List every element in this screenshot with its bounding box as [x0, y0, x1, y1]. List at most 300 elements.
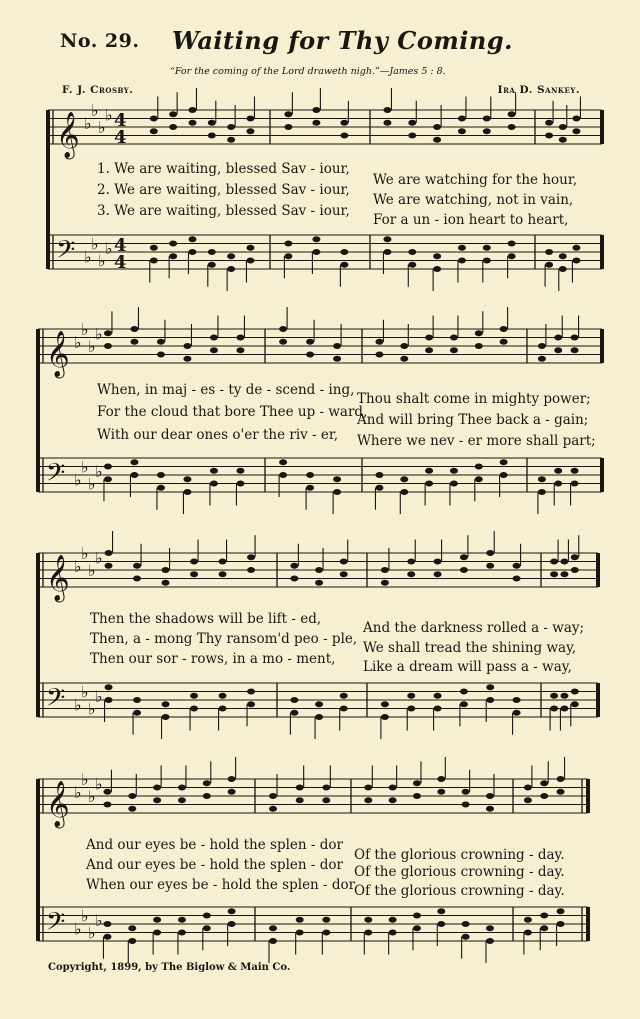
note-head [572, 245, 580, 251]
note-head [104, 476, 112, 482]
note-head [524, 797, 532, 803]
note-head [524, 930, 532, 936]
note-head [545, 262, 553, 268]
note-head [434, 559, 442, 565]
note-head [312, 120, 320, 126]
note-head [413, 925, 421, 931]
note-head [178, 917, 186, 923]
note-head [450, 347, 458, 353]
note-head [190, 571, 198, 577]
note-head [571, 689, 579, 695]
note-head [150, 116, 158, 122]
note-head [571, 468, 579, 474]
note-head [572, 258, 580, 264]
note-head [153, 797, 161, 803]
note-head [333, 356, 341, 362]
note-head [458, 128, 466, 134]
flat-sign-icon: ♭ [88, 474, 96, 494]
note-head [178, 930, 186, 936]
note-head [560, 571, 568, 577]
lyric-s4-v2-a: And our eyes be - hold the splen - dor [86, 857, 343, 873]
note-head [236, 335, 244, 341]
note-head [247, 701, 255, 707]
note-head [228, 789, 236, 795]
note-head [560, 693, 568, 699]
flat-sign-icon: ♭ [81, 544, 89, 563]
note-head [408, 249, 416, 255]
note-head [208, 120, 216, 126]
note-head [500, 459, 508, 465]
flat-sign-icon: ♭ [81, 770, 89, 789]
composer-credit: Ira D. Sankey. [497, 84, 580, 96]
note-head [247, 689, 255, 695]
note-head [157, 339, 165, 345]
note-head [460, 701, 468, 707]
note-head [559, 266, 567, 272]
note-head [486, 697, 494, 703]
note-head [460, 554, 468, 560]
note-head [450, 468, 458, 474]
note-head [315, 701, 323, 707]
note-head [538, 476, 546, 482]
note-head [169, 124, 177, 130]
note-head [105, 563, 113, 569]
note-head [315, 580, 323, 586]
treble-clef-icon: 𝄞 [46, 331, 70, 377]
note-head [560, 706, 568, 712]
note-head [208, 262, 216, 268]
flat-sign-icon: ♭ [98, 118, 106, 137]
bass-clef-icon: 𝄢 [46, 907, 66, 943]
note-head [383, 249, 391, 255]
note-head [227, 266, 235, 272]
note-head [190, 706, 198, 712]
note-head [425, 481, 433, 487]
note-head [557, 789, 565, 795]
note-head [290, 710, 298, 716]
note-head [513, 576, 521, 582]
note-head [554, 481, 562, 487]
note-head [340, 571, 348, 577]
note-head [364, 785, 372, 791]
note-head [333, 476, 341, 482]
note-head [219, 693, 227, 699]
note-head [157, 352, 165, 358]
note-head [208, 249, 216, 255]
note-head [183, 356, 191, 362]
note-head [322, 785, 330, 791]
note-head [557, 776, 565, 782]
note-head [340, 559, 348, 565]
flat-sign-icon: ♭ [81, 457, 89, 477]
note-head [246, 258, 254, 264]
note-head [559, 137, 567, 143]
note-head [433, 137, 441, 143]
note-head [407, 693, 415, 699]
flat-sign-icon: ♭ [74, 919, 82, 939]
flat-sign-icon: ♭ [95, 774, 103, 794]
note-head [188, 120, 196, 126]
note-head [128, 793, 136, 799]
flat-sign-icon: ♭ [98, 251, 106, 271]
note-head [128, 925, 136, 931]
note-head [290, 563, 298, 569]
note-head [425, 468, 433, 474]
note-head [500, 339, 508, 345]
note-head [538, 489, 546, 495]
note-head [130, 339, 138, 345]
note-head [269, 793, 277, 799]
lyric-s4-v3-b: Of the glorious crowning - day. [354, 883, 565, 899]
note-head [130, 326, 138, 332]
note-head [340, 262, 348, 268]
lyric-s3-v3-b: Like a dream will pass a - way, [363, 659, 572, 675]
note-head [312, 249, 320, 255]
note-head [306, 339, 314, 345]
note-head [312, 107, 320, 113]
note-head [130, 459, 138, 465]
note-head [130, 472, 138, 478]
note-head [333, 343, 341, 349]
note-head [460, 567, 468, 573]
note-head [105, 550, 113, 556]
note-head [513, 697, 521, 703]
note-head [508, 111, 516, 117]
note-head [306, 472, 314, 478]
note-head [150, 128, 158, 134]
note-head [157, 485, 165, 491]
copyright-notice: Copyright, 1899, by The Biglow & Main Co. [48, 962, 291, 973]
note-head [162, 714, 170, 720]
note-head [219, 571, 227, 577]
flat-sign-icon: ♭ [88, 337, 96, 356]
note-head [178, 785, 186, 791]
note-head [150, 258, 158, 264]
note-head [157, 472, 165, 478]
note-head [545, 133, 553, 139]
note-head [483, 258, 491, 264]
note-head [227, 124, 235, 130]
note-head [554, 335, 562, 341]
note-head [340, 120, 348, 126]
note-head [105, 684, 113, 690]
note-head [364, 917, 372, 923]
lyric-s3-v2-a: Then, a - mong Thy ransom'd peo - ple, [90, 631, 358, 647]
note-head [408, 262, 416, 268]
note-head [413, 780, 421, 786]
note-head [540, 925, 548, 931]
note-head [381, 580, 389, 586]
note-head [296, 797, 304, 803]
flat-sign-icon: ♭ [88, 787, 96, 806]
flat-sign-icon: ♭ [105, 105, 113, 125]
flat-sign-icon: ♭ [84, 247, 92, 267]
note-head [183, 489, 191, 495]
note-head [557, 921, 565, 927]
note-head [228, 908, 236, 914]
note-head [296, 917, 304, 923]
note-head [572, 128, 580, 134]
note-head [236, 347, 244, 353]
lyric-s4-v1-b: Of the glorious crowning - day. [354, 847, 565, 863]
lyric-s3-v3-a: Then our sor - rows, in a mo - ment, [90, 651, 336, 667]
note-head [389, 785, 397, 791]
note-head [279, 339, 287, 345]
flat-sign-icon: ♭ [91, 101, 99, 120]
flat-sign-icon: ♭ [81, 906, 89, 926]
note-head [322, 917, 330, 923]
note-head [460, 689, 468, 695]
note-head [153, 930, 161, 936]
flat-sign-icon: ♭ [95, 686, 103, 706]
note-head [133, 563, 141, 569]
lyric-s1-v3-b: For a un - ion heart to heart, [373, 212, 569, 228]
note-head [203, 780, 211, 786]
note-head [407, 571, 415, 577]
note-head [169, 241, 177, 247]
note-head [524, 785, 532, 791]
note-head [450, 335, 458, 341]
note-head [228, 776, 236, 782]
note-head [364, 930, 372, 936]
note-head [210, 481, 218, 487]
note-head [228, 921, 236, 927]
flat-sign-icon: ♭ [81, 320, 89, 339]
note-head [462, 789, 470, 795]
note-head [312, 236, 320, 242]
note-head [545, 120, 553, 126]
note-head [150, 245, 158, 251]
note-head [381, 701, 389, 707]
note-head [486, 684, 494, 690]
note-head [105, 697, 113, 703]
lyric-s2-v2-b: And will bring Thee back a - gain; [357, 412, 589, 428]
note-head [475, 343, 483, 349]
note-head [269, 925, 277, 931]
note-head [375, 485, 383, 491]
flat-sign-icon: ♭ [95, 910, 103, 930]
note-head [508, 253, 516, 259]
note-head [486, 793, 494, 799]
note-head [247, 567, 255, 573]
bass-clef-icon: 𝄢 [46, 683, 66, 719]
note-head [133, 710, 141, 716]
note-head [508, 124, 516, 130]
flat-sign-icon: ♭ [84, 113, 92, 133]
note-head [571, 335, 579, 341]
note-head [104, 343, 112, 349]
lyric-s1-v3-a: 3. We are waiting, blessed Sav - iour, [97, 203, 350, 219]
bass-clef-icon: 𝄢 [56, 235, 76, 271]
note-head [437, 789, 445, 795]
note-head [375, 339, 383, 345]
note-head [571, 481, 579, 487]
note-head [571, 347, 579, 353]
scripture-epigraph: “For the coming of the Lord draweth nigh.”—James 5 : 8. [170, 66, 446, 77]
flat-sign-icon: ♭ [95, 548, 103, 568]
lyric-s1-v2-a: 2. We are waiting, blessed Sav - iour, [97, 182, 350, 198]
treble-clef-icon: 𝄞 [46, 555, 70, 601]
note-head [540, 793, 548, 799]
note-head [383, 120, 391, 126]
note-head [545, 249, 553, 255]
note-head [462, 934, 470, 940]
time-signature-top: 4 [114, 235, 127, 256]
flat-sign-icon: ♭ [74, 332, 82, 352]
note-head [333, 489, 341, 495]
note-head [246, 116, 254, 122]
note-head [381, 714, 389, 720]
flat-sign-icon: ♭ [74, 556, 82, 576]
hymn-number: No. 29. [60, 30, 140, 52]
note-head [400, 343, 408, 349]
note-head [400, 356, 408, 362]
note-head [375, 352, 383, 358]
time-signature-bottom: 4 [114, 127, 127, 148]
note-head [183, 476, 191, 482]
note-head [462, 802, 470, 808]
time-signature-bottom: 4 [114, 252, 127, 273]
lyric-s2-v3-a: With our dear ones o'er the riv - er, [97, 427, 339, 443]
note-head [188, 249, 196, 255]
note-head [500, 472, 508, 478]
note-head [153, 785, 161, 791]
note-head [128, 806, 136, 812]
note-head [381, 567, 389, 573]
note-head [227, 253, 235, 259]
note-head [571, 701, 579, 707]
flat-sign-icon: ♭ [74, 470, 82, 490]
note-head [315, 567, 323, 573]
note-head [322, 930, 330, 936]
note-head [550, 706, 558, 712]
note-head [103, 934, 111, 940]
note-head [458, 116, 466, 122]
note-head [475, 464, 483, 470]
note-head [246, 245, 254, 251]
note-head [413, 793, 421, 799]
note-head [203, 793, 211, 799]
note-head [340, 133, 348, 139]
note-head [483, 116, 491, 122]
note-head [246, 128, 254, 134]
lyric-s1-v1-b: We are watching for the hour, [373, 172, 578, 188]
note-head [486, 806, 494, 812]
note-head [183, 343, 191, 349]
note-head [559, 124, 567, 130]
note-head [407, 559, 415, 565]
note-head [557, 908, 565, 914]
note-head [508, 241, 516, 247]
note-head [433, 253, 441, 259]
note-head [162, 580, 170, 586]
note-head [236, 481, 244, 487]
note-head [128, 938, 136, 944]
note-head [133, 697, 141, 703]
note-head [269, 806, 277, 812]
note-head [340, 249, 348, 255]
note-head [572, 116, 580, 122]
note-head [486, 563, 494, 569]
note-head [513, 563, 521, 569]
treble-clef-icon: 𝄞 [56, 112, 80, 158]
note-head [538, 356, 546, 362]
note-head [458, 245, 466, 251]
note-head [407, 706, 415, 712]
note-head [210, 347, 218, 353]
note-head [540, 913, 548, 919]
lyricist-credit: F. J. Crosby. [62, 84, 134, 96]
note-head [383, 107, 391, 113]
flat-sign-icon: ♭ [88, 561, 96, 580]
note-head [437, 908, 445, 914]
note-head [389, 930, 397, 936]
note-head [413, 913, 421, 919]
note-head [538, 343, 546, 349]
note-head [437, 776, 445, 782]
note-head [322, 797, 330, 803]
note-head [408, 120, 416, 126]
note-head [389, 917, 397, 923]
flat-sign-icon: ♭ [91, 234, 99, 254]
note-head [103, 802, 111, 808]
note-head [296, 785, 304, 791]
note-head [203, 925, 211, 931]
note-head [103, 921, 111, 927]
note-head [296, 930, 304, 936]
note-head [550, 559, 558, 565]
note-head [437, 921, 445, 927]
flat-sign-icon: ♭ [105, 238, 113, 258]
note-head [559, 253, 567, 259]
note-head [434, 706, 442, 712]
note-head [483, 128, 491, 134]
note-head [550, 693, 558, 699]
note-head [210, 335, 218, 341]
note-head [483, 245, 491, 251]
note-head [290, 576, 298, 582]
note-head [425, 335, 433, 341]
time-signature-top: 4 [114, 110, 127, 131]
note-head [315, 714, 323, 720]
flat-sign-icon: ♭ [74, 695, 82, 715]
note-head [162, 701, 170, 707]
note-head [103, 789, 111, 795]
note-head [279, 459, 287, 465]
note-head [433, 266, 441, 272]
note-head [279, 326, 287, 332]
note-head [203, 913, 211, 919]
flat-sign-icon: ♭ [81, 682, 89, 702]
note-head [524, 917, 532, 923]
note-head [486, 938, 494, 944]
note-head [433, 124, 441, 130]
note-head [486, 925, 494, 931]
note-head [554, 347, 562, 353]
note-head [450, 481, 458, 487]
note-head [178, 797, 186, 803]
note-head [162, 567, 170, 573]
flat-sign-icon: ♭ [95, 461, 103, 481]
flat-sign-icon: ♭ [74, 782, 82, 802]
lyric-s2-v1-a: When, in maj - es - ty de - scend - ing, [97, 382, 355, 398]
bass-clef-icon: 𝄢 [46, 458, 66, 494]
note-head [560, 559, 568, 565]
note-head [375, 472, 383, 478]
lyric-s1-v2-b: We are watching, not in vain, [373, 192, 574, 208]
flat-sign-icon: ♭ [88, 699, 96, 719]
note-head [188, 107, 196, 113]
